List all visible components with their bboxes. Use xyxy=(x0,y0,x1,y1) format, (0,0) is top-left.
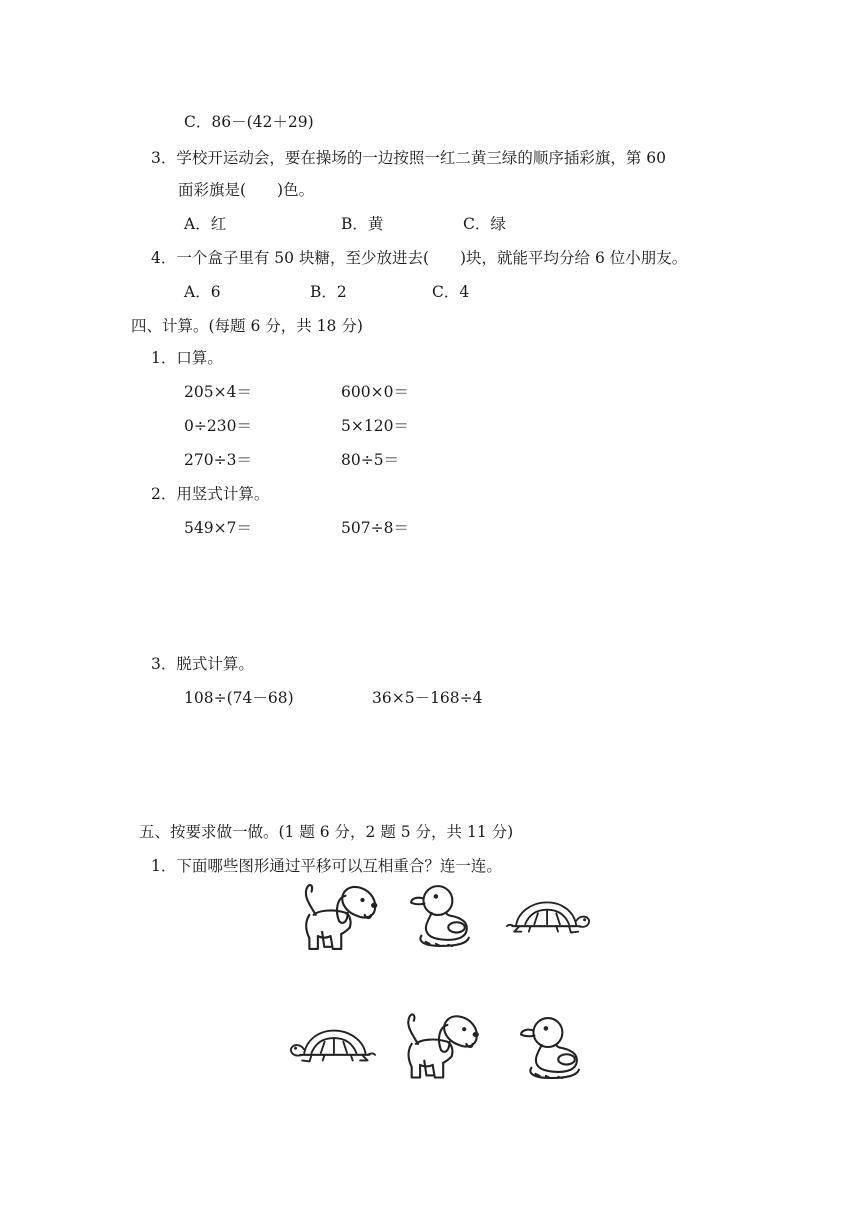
q3-option-c[interactable]: C．绿 xyxy=(463,215,506,233)
q4-line1: 4．一个盒子里有 50 块糖，至少放进去( )块，就能平均分给 6 位小朋友。 xyxy=(151,249,688,267)
oral-problem: 80÷5＝ xyxy=(341,451,400,469)
q4-option-c[interactable]: C．4 xyxy=(432,283,470,301)
q3-option-a[interactable]: A．红 xyxy=(184,215,227,233)
oral-problem: 205×4＝ xyxy=(184,383,252,401)
section4-part1-title: 1．口算。 xyxy=(151,349,223,367)
section4-heading: 四、计算。(每题 6 分，共 18 分) xyxy=(131,317,363,335)
stepwise-problem: 36×5－168÷4 xyxy=(372,689,483,707)
oral-problem: 270÷3＝ xyxy=(184,451,252,469)
duckling-picture[interactable] xyxy=(409,882,471,948)
dog-picture[interactable] xyxy=(293,883,381,951)
dog-picture[interactable] xyxy=(397,1012,481,1080)
section5-heading: 五、按要求做一做。(1 题 6 分，2 题 5 分，共 11 分) xyxy=(139,823,514,841)
stepwise-problem: 108÷(74－68) xyxy=(184,689,294,707)
q3-option-b[interactable]: B．黄 xyxy=(341,215,384,233)
q3-line1: 3．学校开运动会，要在操场的一边按照一红二黄三绿的顺序插彩旗，第 60 xyxy=(151,149,667,167)
section4-part3-title: 3．脱式计算。 xyxy=(151,655,254,673)
oral-problem: 0÷230＝ xyxy=(184,417,252,435)
vertical-problem: 507÷8＝ xyxy=(341,519,409,537)
duckling-picture[interactable] xyxy=(519,1012,581,1082)
section5-part1-title: 1．下面哪些图形通过平移可以互相重合？连一连。 xyxy=(151,857,502,875)
turtle-picture[interactable] xyxy=(289,1023,377,1068)
turtle-picture[interactable] xyxy=(505,895,591,939)
q4-option-a[interactable]: A．6 xyxy=(184,283,221,301)
q4-option-b[interactable]: B．2 xyxy=(310,283,347,301)
q2-option-c: C．86－(42＋29) xyxy=(184,113,314,131)
vertical-problem: 549×7＝ xyxy=(184,519,252,537)
q3-line2: 面彩旗是( )色。 xyxy=(178,181,315,199)
oral-problem: 5×120＝ xyxy=(341,417,409,435)
oral-problem: 600×0＝ xyxy=(341,383,409,401)
section4-part2-title: 2．用竖式计算。 xyxy=(151,485,270,503)
